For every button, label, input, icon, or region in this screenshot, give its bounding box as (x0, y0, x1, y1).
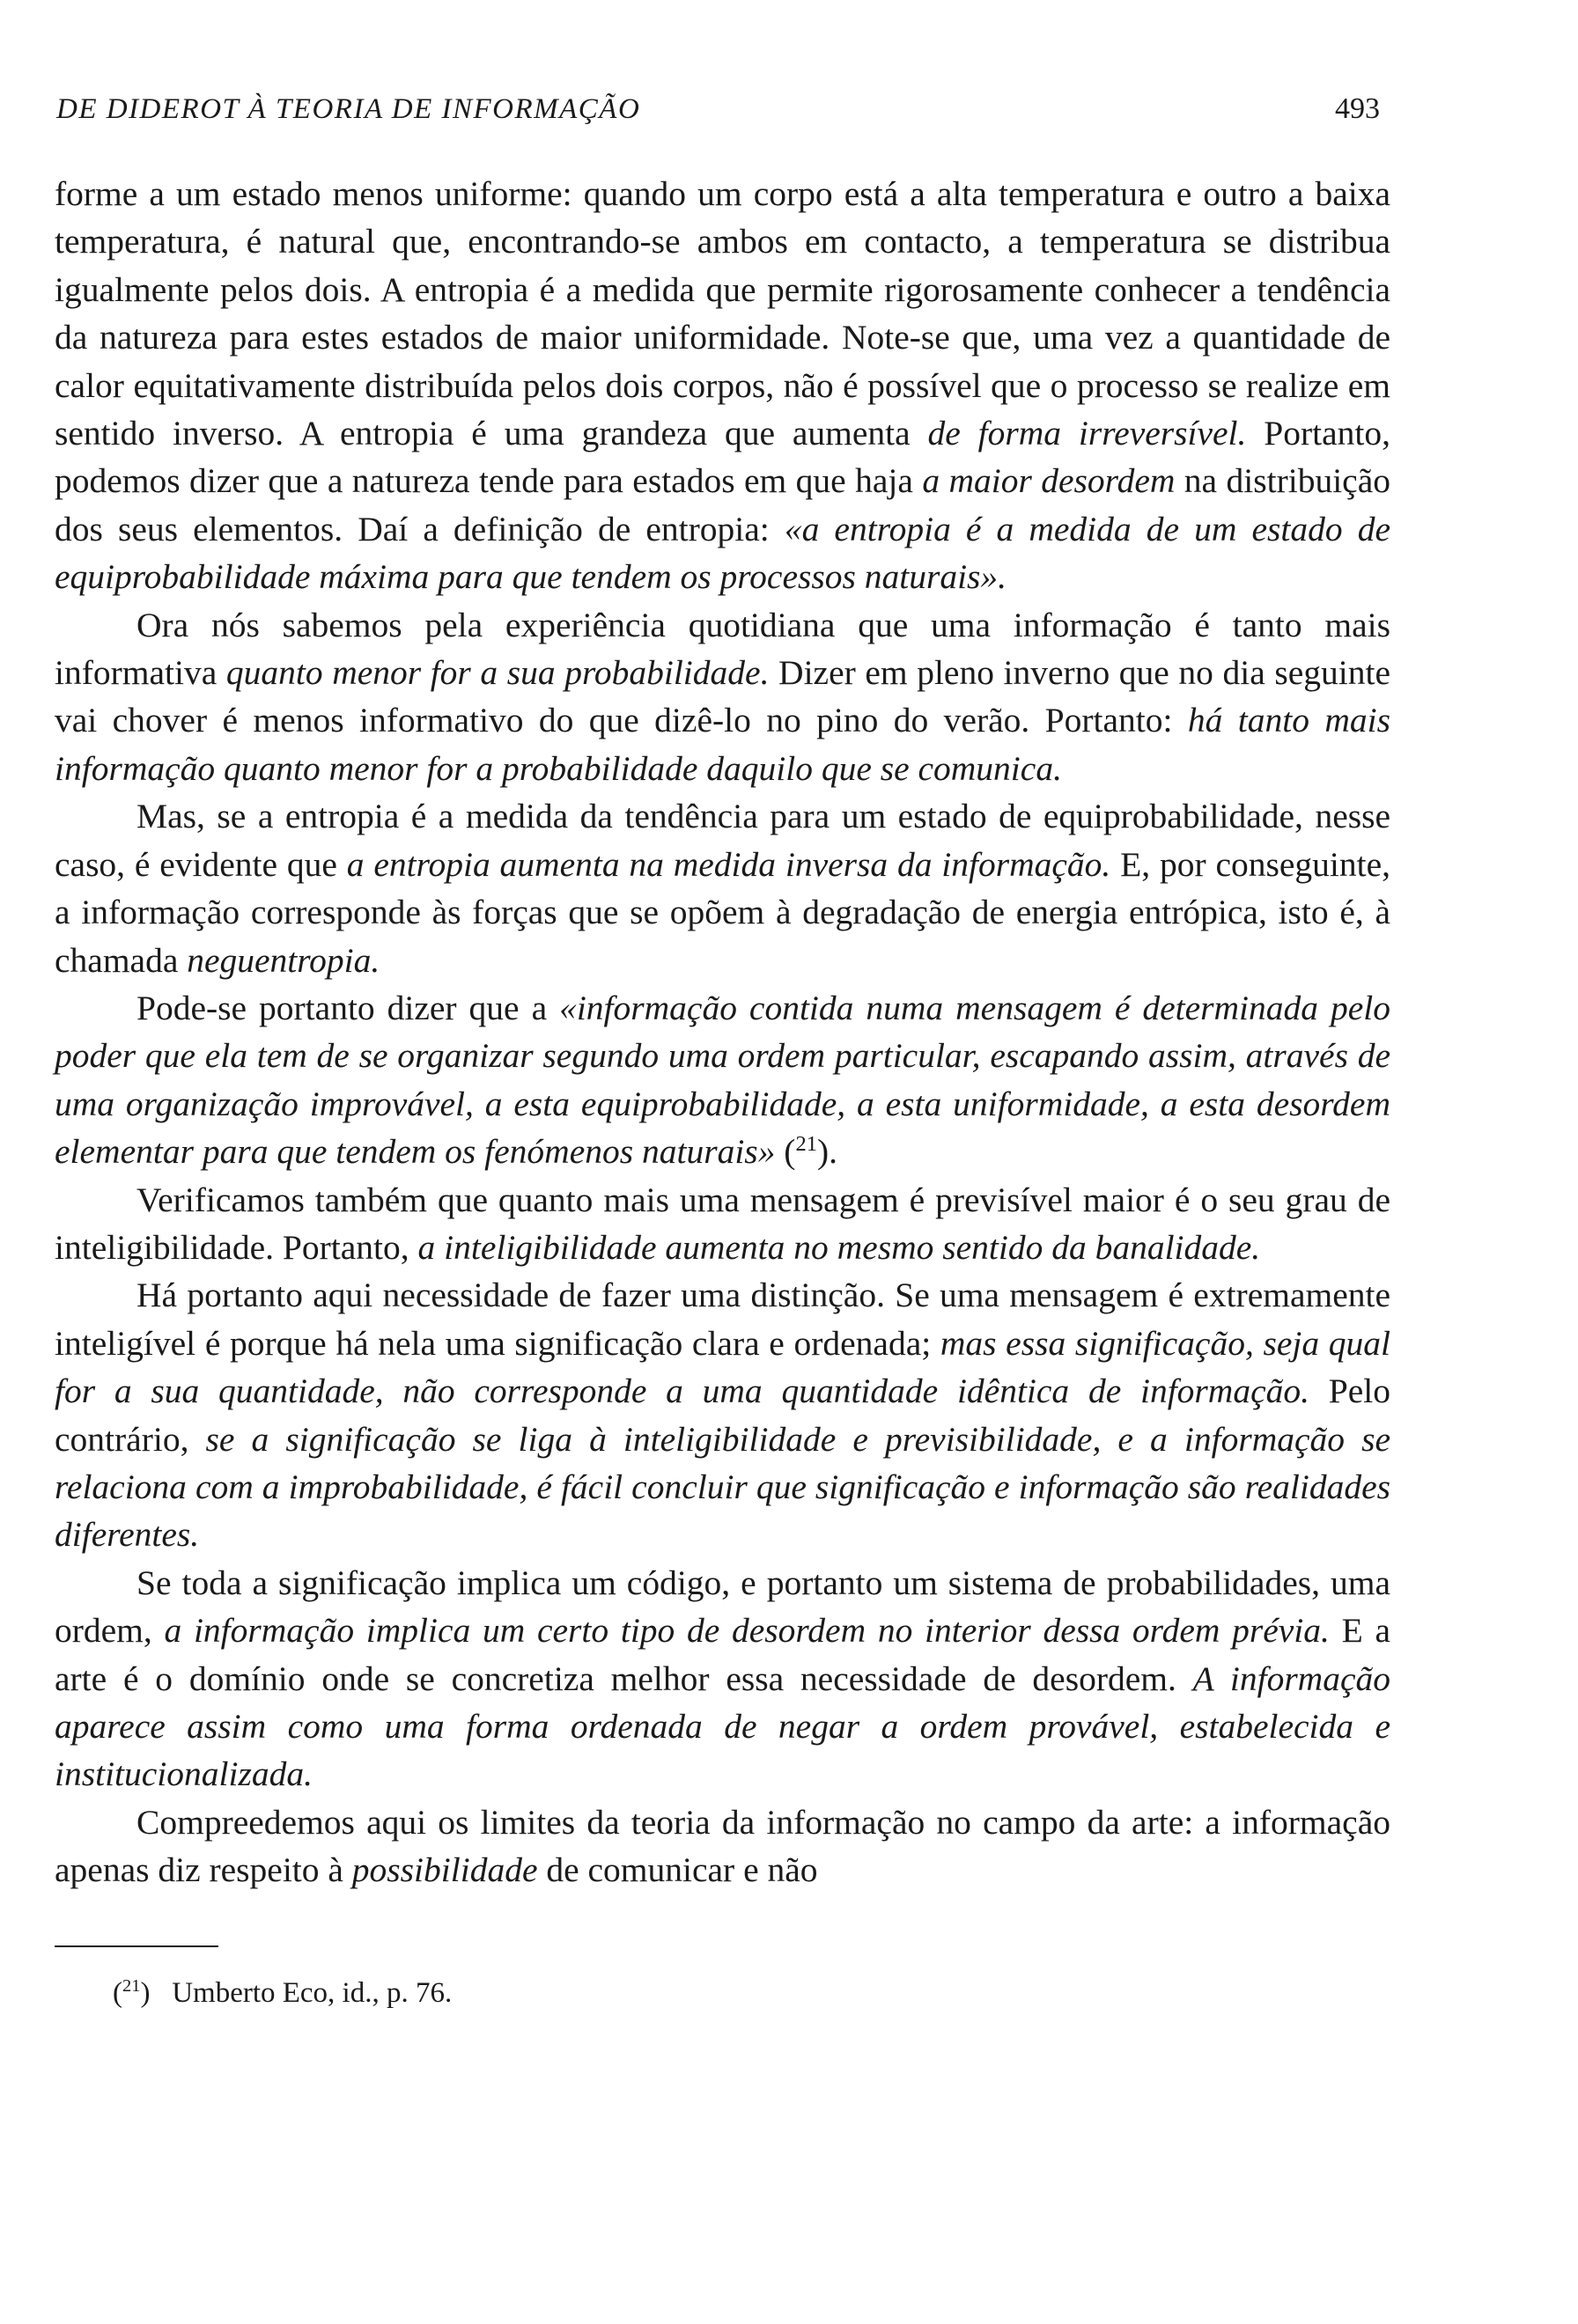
footnote-paren-close: ) (140, 1976, 151, 2009)
paragraph-3 (55, 792, 1390, 984)
italic-run: a maior desordem (922, 461, 1176, 501)
italic-run: possibilidade (351, 1850, 538, 1890)
text-run: Portanto, podemos dizer que a natureza tende para estados em que haja (55, 414, 1390, 501)
paragraph-7 (55, 1559, 1390, 1798)
paragraph-6 (55, 1271, 1390, 1558)
text-run: Compreedemos aqui os limites da teoria da informação no campo da arte: a informação apenas diz respeito à (55, 1802, 1390, 1890)
italic-run: A informação aparece assim como uma forma ordenada de negar a ordem provável, estabelecida e institucionalizada. (55, 1658, 1390, 1794)
footnote-number: 21 (122, 1975, 141, 1996)
text-run: forme a um estado menos uniforme: quando um corpo está a alta temperatura e outro a baixa temperatura, é natural que, encontrando-se ambos em contacto, a temperatura se distribua igualmente pelos dois. A entropia é a medida que permite rigorosamente conhecer a tendência da natureza para estes estados de maior uniformidade. Note-se que, uma vez a quantidade de calor equitativamente distribuída pelos dois corpos, não é possível que o processo se realize em sentido inverso. A entropia é uma grandeza que aumenta (55, 174, 1390, 453)
italic-run: quanto menor for a sua probabilidade. (225, 653, 770, 693)
italic-run: há tanto mais informação quanto menor for a probabilidade daquilo que se comunica. (55, 701, 1390, 788)
italic-run: de forma irreversível. (927, 414, 1247, 453)
paragraph-4 (55, 984, 1390, 1176)
text-run: E, por conseguinte, a informação corresponde às forças que se opõem à degradação de energia entrópica, isto é, à chamada (55, 844, 1391, 980)
text-run: Dizer em pleno inverno que no dia seguinte vai chover é menos informativo do que dizê-lo no pino do verão. Portanto: (55, 653, 1390, 740)
text-run: de comunicar e não (537, 1850, 818, 1890)
text-run: Pode-se portanto dizer que a (136, 988, 560, 1027)
page-number: 493 (1335, 92, 1380, 125)
text-run: Pelo contrário, (55, 1372, 1390, 1459)
text-run: Mas, se a entropia é a medida da tendência para um estado de equiprobabilidade, nesse caso, é evidente que (55, 797, 1390, 884)
italic-run: se a significação se liga à inteligibilidade e previsibilidade, e a informação se relaciona com a improbabilidade, é fácil concluir que significação e informação são realidades diferentes. (55, 1419, 1391, 1555)
paragraph-1 (55, 170, 1390, 601)
paragraph-5 (55, 1176, 1390, 1272)
text-run: na distribuição dos seus elementos. Daí a definição de entropia: (55, 461, 1390, 548)
italic-run: neguentropia. (187, 940, 380, 980)
italic-run: «a entropia é a medida de um estado de equiprobabilidade máxima para que tendem os processos naturais». (55, 509, 1390, 597)
text-run: ( (775, 1132, 796, 1172)
text-run: Há portanto aqui necessidade de fazer uma distinção. Se uma mensagem é extremamente inteligível é porque há nela uma significação clara e ordenada; (55, 1276, 1390, 1363)
footnote-divider (55, 1945, 218, 1947)
footnote-reference: 21 (795, 1131, 817, 1156)
footnote-paren-open: ( (113, 1976, 122, 2009)
body-text (55, 170, 1390, 1894)
italic-run: «informação contida numa mensagem é determinada pelo poder que ela tem de se organizar segundo uma ordem particular, escapando assim, através de uma organização improvável, a esta equiprobabilidade, a esta uniformidade, a esta desordem elementar para que tendem os fenómenos naturais» (55, 988, 1390, 1172)
text-run: Ora nós sabemos pela experiência quotidiana que uma informação é tanto mais informativa (55, 605, 1390, 693)
text-run: E a arte é o domínio onde se concretiza melhor essa necessidade de desordem. (55, 1611, 1390, 1698)
footnote-text: Umberto Eco, id., p. 76. (172, 1976, 453, 2009)
italic-run: mas essa significação, seja qual for a sua quantidade, não corresponde a uma quantidade idêntica de informação. (55, 1323, 1391, 1411)
italic-run: a entropia aumenta na medida inversa da informação. (346, 844, 1111, 884)
paragraph-2 (55, 601, 1390, 793)
italic-run: a informação implica um certo tipo de desordem no interior dessa ordem prévia. (164, 1611, 1330, 1651)
text-run: Se toda a significação implica um código, e portanto um sistema de probabilidades, uma ordem, (55, 1563, 1390, 1651)
running-header (55, 92, 1390, 135)
running-title: DE DIDEROT À TEORIA DE INFORMAÇÃO (56, 93, 641, 125)
text-run: ). (816, 1132, 837, 1172)
book-page (55, 92, 1390, 2012)
italic-run: a inteligibilidade aumenta no mesmo sentido da banalidade. (417, 1227, 1261, 1267)
text-run: Verificamos também que quanto mais uma mensagem é previsível maior é o seu grau de inteligibilidade. Portanto, (55, 1180, 1390, 1267)
paragraph-8 (55, 1798, 1390, 1894)
footnote (113, 1974, 1390, 2012)
